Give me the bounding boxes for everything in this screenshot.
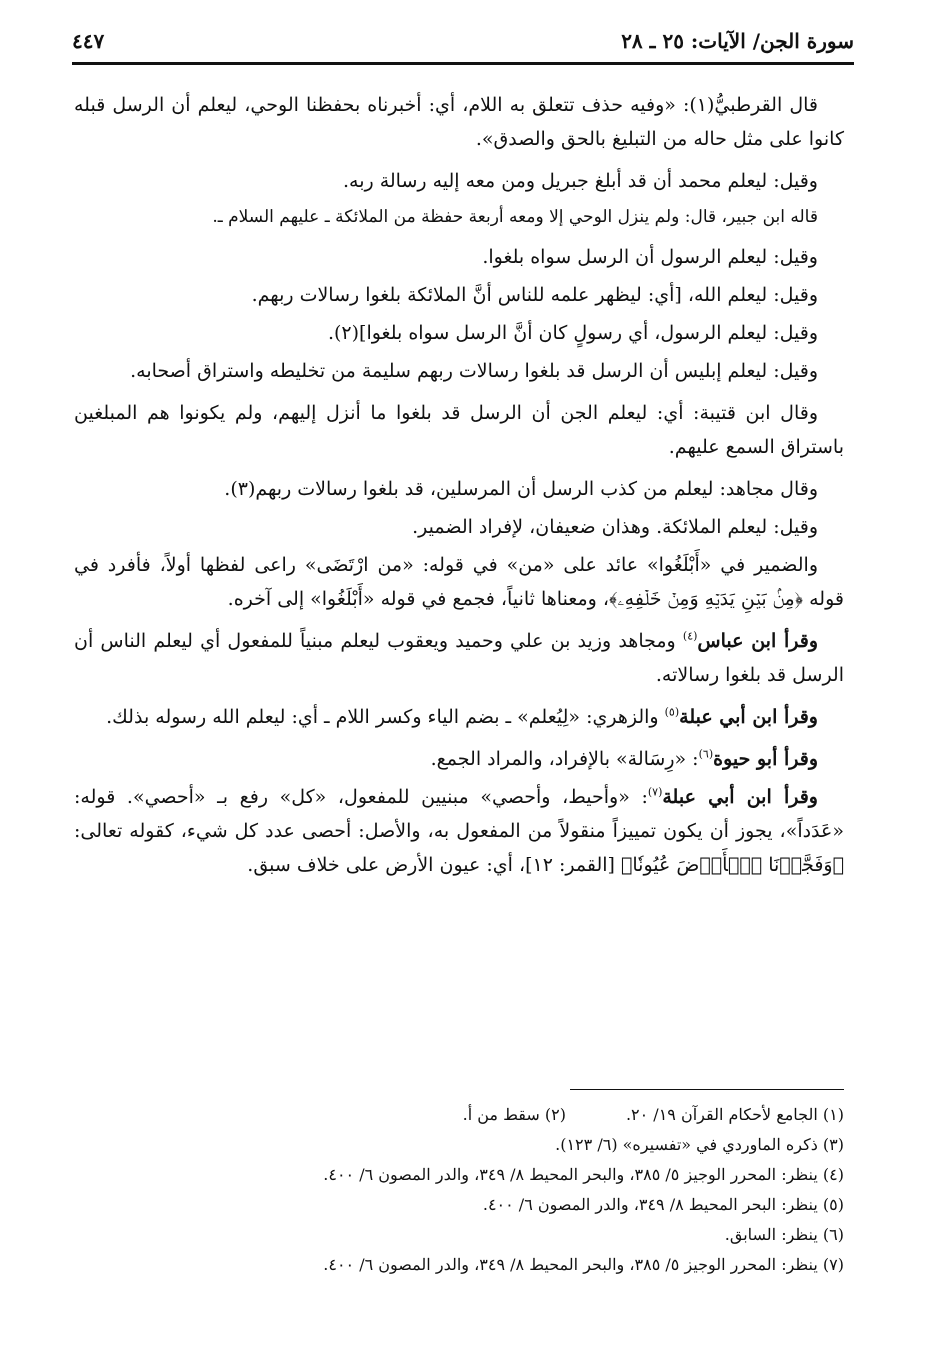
paragraph: وقيل: ليعلم إبليس أن الرسل قد بلغوا رسالات ربهم سليمة من تخليطه واستراق أصحابه. bbox=[130, 360, 818, 382]
page-number: ٤٤٧ bbox=[72, 29, 105, 53]
footnote-row bbox=[74, 1100, 844, 1130]
footnote: (٧) ينظر: المحرر الوجيز ٥/ ٣٨٥، والبحر المحيط ٨/ ٣٤٩، والدر المصون ٦/ ٤٠٠. bbox=[323, 1255, 844, 1274]
footnotes bbox=[74, 1100, 844, 1280]
footnote-row bbox=[74, 1250, 844, 1280]
footnote: (١) الجامع لأحكام القرآن ١٩/ ٢٠. bbox=[625, 1105, 844, 1124]
footnote: (٥) ينظر: البحر المحيط ٨/ ٣٤٩، والدر المصون ٦/ ٤٠٠. bbox=[482, 1195, 844, 1214]
footnote: (٢) سقط من أ. bbox=[462, 1105, 566, 1124]
footnote-row bbox=[74, 1160, 844, 1190]
footnote: (٦) ينظر: السابق. bbox=[724, 1225, 844, 1244]
paragraph: قال القرطبيُّ(١): «وفيه حذف تتعلق به اللام، أي: أخبرناه بحفظنا الوحي، ليعلم أن الرسل قبله كانوا على مثل حاله من التبليغ بالحق والصدق». bbox=[74, 94, 844, 150]
paragraph: وقيل: ليعلم الله، [أي: ليظهر علمه للناس أنَّ الملائكة بلغوا رسالات ربهم. bbox=[251, 284, 818, 306]
footnote-row bbox=[74, 1190, 844, 1220]
paragraph: وقيل: ليعلم محمد أن قد أبلغ جبريل ومن معه إليه رسالة ربه. bbox=[342, 170, 818, 192]
paragraph: وقال مجاهد: ليعلم من كذب الرسل أن المرسلين، قد بلغوا رسالات ربهم(٣). bbox=[224, 478, 818, 500]
footnote-row bbox=[74, 1220, 844, 1250]
surah-title: سورة الجن/ الآيات: ٢٥ ـ ٢٨ bbox=[621, 29, 854, 53]
paragraph: وقال ابن قتيبة: أي: ليعلم الجن أن الرسل قد بلغوا ما أنزل إليهم، ولم يكونوا هم المبلغين باستراق السمع عليهم. bbox=[74, 402, 844, 458]
footnote: (٣) ذكره الماوردي في «تفسيره» (٦/ ١٢٣). bbox=[555, 1135, 844, 1154]
footnote-separator bbox=[570, 1089, 844, 1090]
footnote: (٤) ينظر: المحرر الوجيز ٥/ ٣٨٥، والبحر المحيط ٨/ ٣٤٩، والدر المصون ٦/ ٤٠٠. bbox=[323, 1165, 844, 1184]
main-text bbox=[74, 88, 844, 890]
paragraph: والضمير في «أَبْلَغُوا» عائد على «من» في قوله: «من ارْتَضَى» راعى لفظها أولاً، فأفرد في قوله ﴿مِنۢ بَيۡنِ يَدَيۡهِ وَمِنۡ خَلۡفِهِۦ﴾، ومعناها ثانياً، فجمع في قوله «أَبْلَغُوا» إلى آخره. bbox=[74, 554, 844, 610]
paragraph: وقيل: ليعلم الرسول أن الرسل سواه بلغوا. bbox=[482, 246, 818, 268]
running-header bbox=[72, 22, 854, 60]
paragraph: قاله ابن جبير، قال: ولم ينزل الوحي إلا ومعه أربعة حفظة من الملائكة ـ عليهم السلام ـ. bbox=[212, 207, 818, 227]
footnote-row bbox=[74, 1130, 844, 1160]
paragraph: وقيل: ليعلم الرسول، أي رسولٍ كان أنَّ الرسل سواه بلغوا](٢). bbox=[327, 322, 818, 344]
paragraph: وقرأ أبو حيوة$^{(٦)}$: «رِسَالة» بالإفراد، والمراد الجمع. bbox=[430, 747, 818, 770]
paragraph: وقرأ ابن عباس$^{(٤)}$ ومجاهد وزيد بن علي وحميد ويعقوب ليعلم مبنياً للمفعول أي ليعلم الناس أن الرسل قد بلغوا رسالاته. bbox=[74, 629, 844, 686]
paragraph: وقرأ ابن أبي عبلة$^{(٧)}$: «وأحيط، وأحصي» مبنيين للمفعول، «كل» رفع بـ «أحصي». قوله: «عَدَداً»، يجوز أن يكون تمييزاً منقولاً من المفعول به، والأصل: أحصى عدد كل شيء، كقوله تعالى: ﴿وَفَجَّرۡنَا ٱلۡأَرۡضَ عُيُونٗا﴾ [القمر: ١٢]، أي: عيون الأرض على خلاف سبق. bbox=[74, 785, 844, 876]
paragraph: وقيل: ليعلم الملائكة. وهذان ضعيفان، لإفراد الضمير. bbox=[412, 516, 818, 538]
paragraph: وقرأ ابن أبي عبلة$^{(٥)}$ والزهري: «لِيُعلم» ـ بضم الياء وكسر اللام ـ أي: ليعلم الله رسوله بذلك. bbox=[106, 705, 818, 728]
header-rule bbox=[72, 62, 854, 65]
